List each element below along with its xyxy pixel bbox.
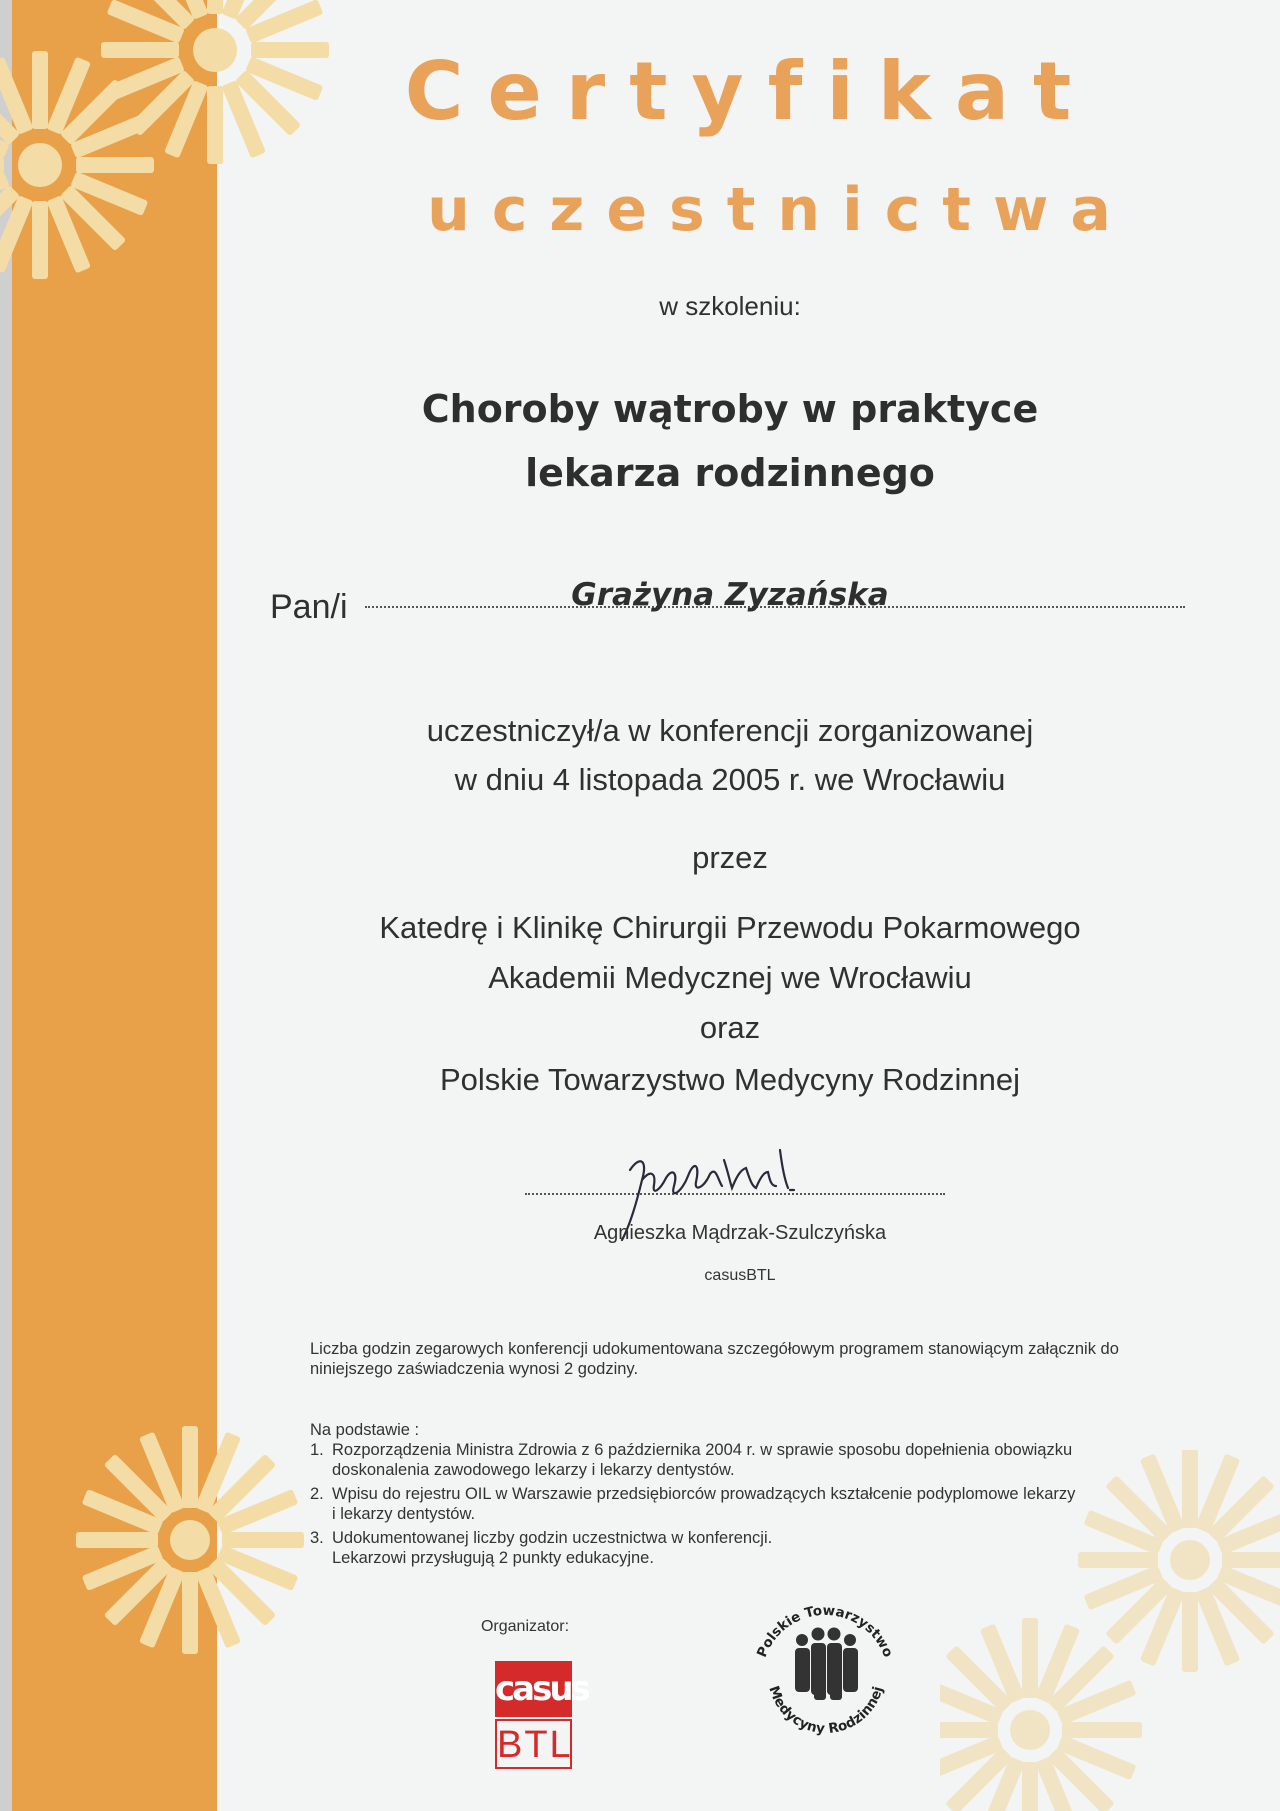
list-item-line1: Rozporządzenia Ministra Zdrowia z 6 października 2004 r. w sprawie sposobu dopełnienia obowiązku xyxy=(332,1441,1073,1459)
hours-note-line2: niniejszego zaświadczenia wynosi 2 godziny. xyxy=(310,1360,639,1378)
list-item-line1: Udokumentowanej liczby godzin uczestnictwa w konferencji. xyxy=(332,1529,773,1547)
participant-name: Grażyna Zyzańska xyxy=(571,577,889,613)
list-item xyxy=(310,1440,1200,1480)
list-item xyxy=(310,1528,1200,1568)
rosette-decoration-bottom-left xyxy=(60,1410,320,1670)
casus-logo-bottom: BTL xyxy=(495,1719,572,1769)
list-item-line2: doskonalenia zawodowego lekarzy i lekarzy dentystów. xyxy=(332,1461,735,1479)
organizer-line1: Katedrę i Klinikę Chirurgii Przewodu Pokarmowego xyxy=(379,910,1081,945)
basis-heading: Na podstawie : xyxy=(310,1421,420,1439)
intro-text: w szkoleniu: xyxy=(659,291,801,321)
participation-line1: uczestniczył/a w konferencji zorganizowanej xyxy=(426,713,1034,748)
certificate-subtitle: uczestnictwa xyxy=(427,175,1133,245)
casus-btl-logo xyxy=(495,1661,588,1769)
ptmr-logo xyxy=(740,1590,910,1760)
salutation-label: Pan/i xyxy=(270,588,348,626)
ptmr-logo-text-bottom: Medycyny Rodzinnej xyxy=(765,1683,887,1738)
list-item xyxy=(310,1484,1200,1524)
course-title-line1: Choroby wątroby w praktyce xyxy=(421,387,1039,431)
list-item-number: 1. xyxy=(310,1441,324,1459)
list-item-line1: Wpisu do rejestru OIL w Warszawie przedsiębiorców prowadzących kształcenie podyplomowe lekarzy xyxy=(332,1485,1076,1503)
rosette-decoration-top xyxy=(0,0,360,320)
casus-logo-top: casus xyxy=(495,1661,572,1717)
basis-list xyxy=(310,1440,1200,1572)
list-item-line2: i lekarzy dentystów. xyxy=(332,1505,476,1523)
certificate-title: Certyfikat xyxy=(404,45,1096,138)
course-title-line2: lekarza rodzinnego xyxy=(525,451,935,495)
list-item-number: 2. xyxy=(310,1485,324,1503)
ptmr-logo-text-top: Polskie Towarzystwo xyxy=(753,1602,897,1660)
organizer-line3: Polskie Towarzystwo Medycyny Rodzinnej xyxy=(439,1062,1021,1097)
signer-name: Agnieszka Mądrzak-Szulczyńska xyxy=(593,1222,887,1244)
hours-note xyxy=(310,1339,1200,1379)
family-figures-icon xyxy=(795,1628,858,1701)
hours-note-line1: Liczba godzin zegarowych konferencji udokumentowana szczegółowym programem stanowiącym załącznik do xyxy=(310,1340,1119,1358)
and-word: oraz xyxy=(699,1010,761,1045)
organizer-line2: Akademii Medycznej we Wrocławiu xyxy=(488,960,972,995)
list-item-line2: Lekarzowi przysługują 2 punkty edukacyjne. xyxy=(332,1549,654,1567)
signer-organization: casusBTL xyxy=(704,1267,776,1284)
by-word: przez xyxy=(692,840,768,875)
list-item-number: 3. xyxy=(310,1529,324,1547)
participation-line2: w dniu 4 listopada 2005 r. we Wrocławiu xyxy=(454,762,1006,797)
organizer-label: Organizator: xyxy=(480,1618,570,1635)
